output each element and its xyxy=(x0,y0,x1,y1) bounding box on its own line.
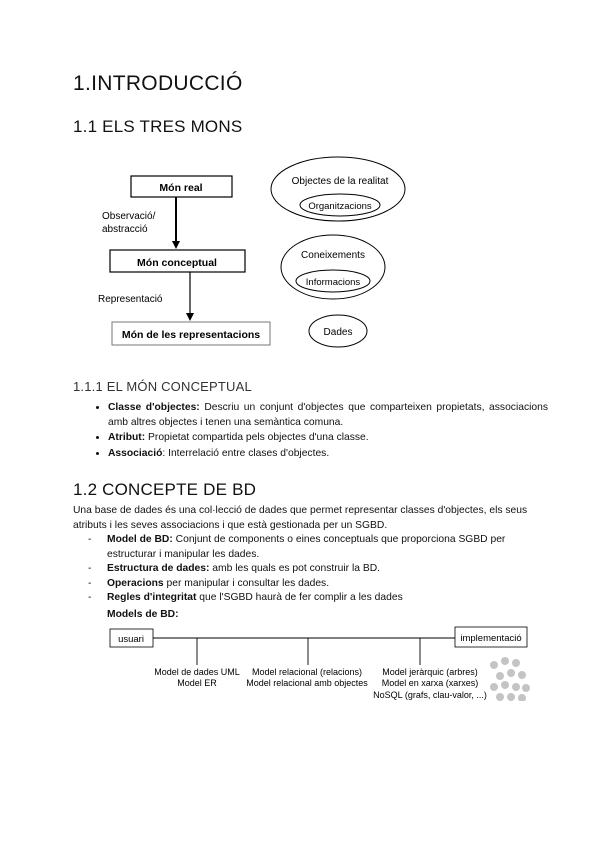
group3-line2: Model en xarxa (xarxes) xyxy=(381,678,479,688)
box-label-mon-representacions: Món de les representacions xyxy=(121,329,261,341)
dash-text: amb les quals es pot construir la BD. xyxy=(209,563,380,574)
list-item xyxy=(86,533,530,562)
group1-line1: Model de dades UML xyxy=(154,667,240,677)
ellipse-coneixements xyxy=(281,235,385,299)
group2-line2: Model relacional amb objectes xyxy=(246,678,368,688)
list-item xyxy=(108,401,548,430)
dash-marker: - xyxy=(88,534,92,545)
arrow-label-representacio: Representació xyxy=(98,294,163,305)
dash-term: Estructura de dades: xyxy=(107,563,210,574)
label-objectes-realitat: Objectes de la realitat xyxy=(291,176,389,187)
section-heading-tres-mons: 1.1 ELS TRES MONS xyxy=(73,117,243,136)
arrow-label-abstraccio: abstracció xyxy=(102,224,148,235)
label-informacions: Informacions xyxy=(305,277,361,288)
list-item xyxy=(86,591,530,606)
list-item xyxy=(108,431,548,446)
subsection-heading-mon-conceptual: 1.1.1 EL MÓN CONCEPTUAL xyxy=(73,379,252,394)
models-spectrum-diagram xyxy=(0,618,600,708)
dash-term: Regles d'integritat xyxy=(107,592,197,603)
box-label-mon-conceptual: Món conceptual xyxy=(137,257,217,269)
concept-dash-list xyxy=(86,533,530,606)
dash-term: Operacions xyxy=(107,577,164,589)
usuari-label: usuari xyxy=(118,634,144,645)
dash-marker: - xyxy=(88,592,92,603)
box-label-mon-real: Món real xyxy=(159,182,203,194)
label-organitzacions: Organitzacions xyxy=(308,201,372,212)
section-heading-concepte-bd: 1.2 CONCEPTE DE BD xyxy=(73,480,257,499)
group3-line1: Model jeràrquic (arbres) xyxy=(382,667,478,677)
label-dades: Dades xyxy=(323,327,353,338)
dash-text: Conjunt de components o eines conceptuals que proporciona SGBD per estructurar i manipular les dades. xyxy=(107,534,506,560)
bullet-term: Atribut: xyxy=(108,432,146,444)
bullet-term: Associació xyxy=(108,447,163,459)
dash-text: per manipular i consultar les dades. xyxy=(163,577,330,589)
conceptual-bullet-list xyxy=(90,401,548,462)
three-worlds-diagram xyxy=(0,0,600,380)
group3-line3: NoSQL (grafs, clau-valor, ...) xyxy=(373,690,487,700)
group2-line1: Model relacional (relacions) xyxy=(251,667,363,677)
implementacio-label: implementació xyxy=(460,633,522,644)
dash-marker: - xyxy=(88,563,92,574)
group1-line2: Model ER xyxy=(177,678,217,688)
dash-term: Model de BD: xyxy=(107,534,173,545)
dash-marker: - xyxy=(88,577,92,589)
models-label: Models de BD: xyxy=(107,609,179,620)
list-item xyxy=(108,447,548,462)
page-title: 1.INTRODUCCIÓ xyxy=(73,72,243,95)
bullet-term: Classe d'objectes: xyxy=(108,402,200,413)
bullet-text: Propietat compartida pels objectes d'una classe. xyxy=(145,432,369,444)
label-coneixements: Coneixements xyxy=(301,250,365,261)
list-item xyxy=(86,562,530,577)
dash-text: que l'SGBD haurà de fer complir a les dades xyxy=(196,592,403,603)
bullet-text: Descriu un conjunt d'objectes que comparteixen propietats, associacions amb altres objectes i tenen una semàntica comuna. xyxy=(108,402,548,428)
definition-paragraph: Una base de dades és una col·lecció de dades que permet representar classes d'objectes, els seus atributs i les seves associacions i que està gestionada per un SGBD. xyxy=(73,505,528,531)
list-item xyxy=(86,577,530,592)
arrow-label-observacio: Observació/ xyxy=(102,211,156,222)
bullet-text: : Interrelació entre clases d'objectes. xyxy=(162,447,330,459)
